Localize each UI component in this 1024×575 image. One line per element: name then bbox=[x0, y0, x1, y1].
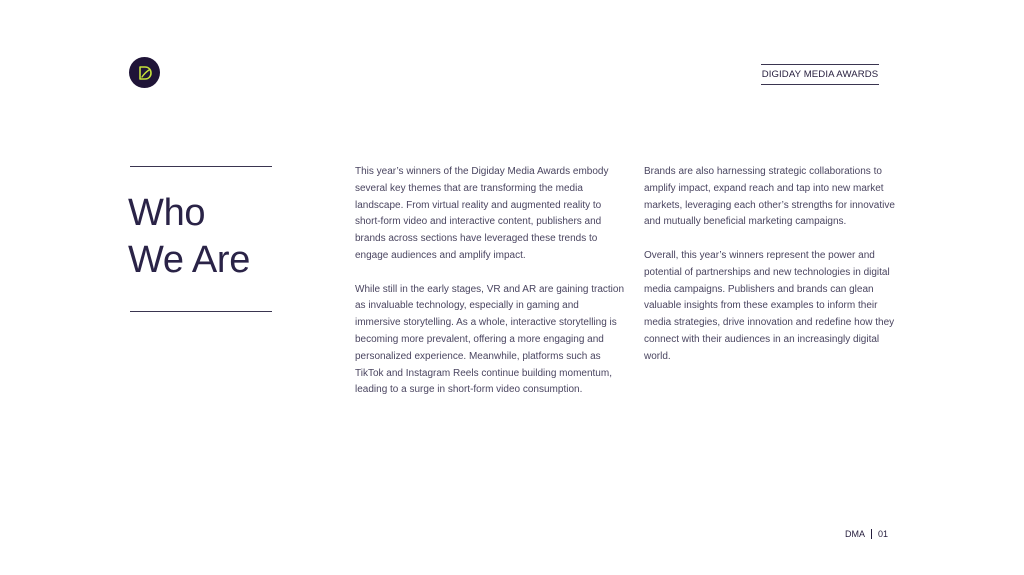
page-number: 01 bbox=[878, 529, 889, 539]
body-paragraph: Overall, this year’s winners represent the power and potential of partnerships and new technologies in digital media campaigns. Publishers and brands can glean valuable insights from these examples to inform their media strategies, drive innovation and redefine how they connect with their audiences in an increasingly digital world. bbox=[644, 249, 895, 362]
body-column-right bbox=[644, 164, 906, 382]
heading-rule-bottom bbox=[130, 311, 272, 312]
page-title-line-1: Who bbox=[128, 192, 206, 234]
body-paragraph: Brands are also harnessing strategic collaborations to amplify impact, expand reach and tap into new market markets, leveraging each other’s strengths for innovative and mutually beneficial marketing campaigns. bbox=[644, 166, 895, 228]
brand-logo bbox=[129, 57, 160, 88]
top-tag-label: DIGIDAY MEDIA AWARDS bbox=[761, 69, 879, 80]
footer-label: DMA bbox=[845, 529, 865, 539]
body-column-left bbox=[355, 164, 627, 416]
heading-rule-top bbox=[130, 166, 272, 167]
page-title bbox=[128, 190, 288, 284]
body-paragraph: While still in the early stages, VR and AR are gaining traction as invaluable technology, especially in gaming and immersive storytelling. As a whole, interactive storytelling is becoming more prevalent, offering a more engaging and personalized experience. Meanwhile, platforms such as TikTok and Instagram Reels continue building momentum, leading to a surge in short-form video consumption. bbox=[355, 283, 625, 396]
page-title-line-2: We Are bbox=[128, 239, 251, 281]
leaf-d-logo-icon bbox=[136, 64, 154, 82]
page-footer bbox=[845, 529, 888, 539]
top-tag bbox=[761, 64, 879, 85]
body-paragraph: This year’s winners of the Digiday Media Awards embody several key themes that are transforming the media landscape. From virtual reality and augmented reality to short-form video and interactive content, publishers and brands across sections have leveraged these trends to engage audiences and amplify impact. bbox=[355, 166, 609, 261]
footer-divider bbox=[871, 529, 872, 539]
